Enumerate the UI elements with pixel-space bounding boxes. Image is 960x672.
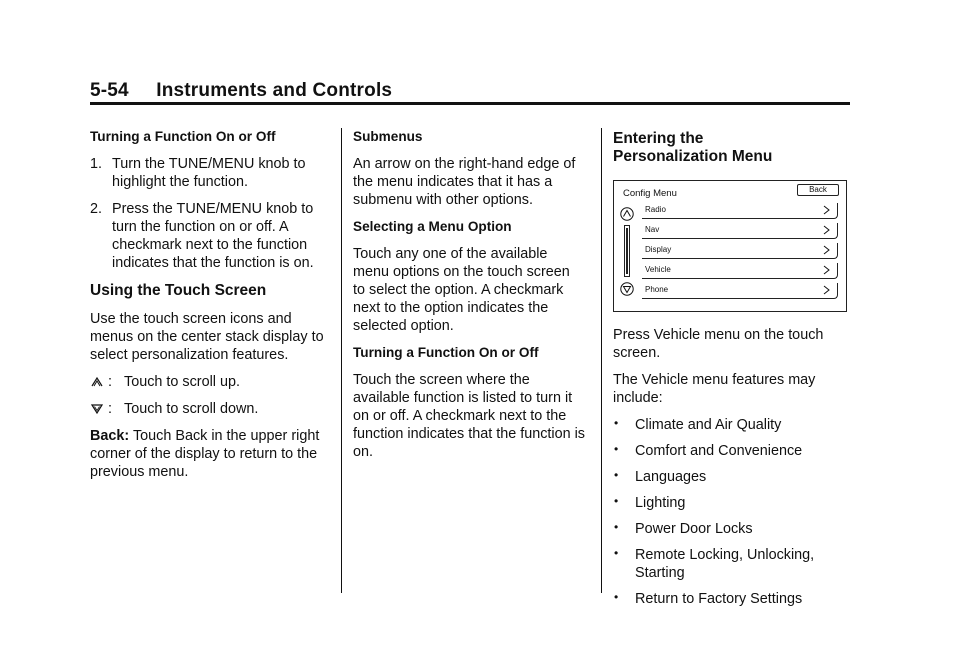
step-number: 2. [90,201,103,217]
back-text: Touch Back in the upper right corner of the display to return to the previous menu. [90,428,320,480]
back-button[interactable]: Back [797,184,839,196]
column-1 [90,128,330,490]
selecting-option-text: Touch any one of the available menu options on the touch screen to select the option. A checkmark next to the option indicates the selected option. [353,246,570,334]
scroll-up-row [90,373,330,391]
scroll-down-icon[interactable] [620,282,634,296]
turning-function-text: Touch the screen where the available function is listed to turn it on or off. A checkmark next to the function indicates that the function is on. [353,372,585,460]
menu-item-label: Radio [645,205,666,214]
menu-item-vehicle[interactable] [642,263,838,279]
scroll-down-icon [90,402,104,416]
column-divider-2 [601,128,602,593]
subhead-turning-function: Turning a Function On or Off [353,345,539,360]
bullet-icon: • [614,546,619,560]
bullet-icon: • [614,590,619,604]
back-label: Back: [90,428,130,444]
list-item: • Power Door Locks [614,520,753,537]
section-using-touch-screen: Using the Touch Screen [90,282,267,299]
list-item: • Lighting [614,494,686,511]
bullet-icon: • [614,494,619,508]
bullet-icon: • [614,520,619,534]
scroll-up-icon [90,375,104,389]
features-intro: The Vehicle menu features may include: [613,372,816,406]
list-item: • Climate and Air Quality [614,416,782,433]
column-2 [353,128,585,470]
colon: : [108,374,112,390]
subhead-submenus: Submenus [353,129,423,144]
step-number: 1. [90,156,103,172]
chevron-right-icon [821,224,831,236]
step-1 [90,155,330,191]
subhead-selecting-option: Selecting a Menu Option [353,219,512,234]
step-2 [90,200,330,272]
column-3 [613,128,853,616]
chevron-right-icon [821,284,831,296]
scroll-down-row [90,400,330,418]
step-text: Press the TUNE/MENU knob to turn the function on or off. A checkmark next to the function indicates that the function is on. [112,201,314,271]
list-item: • Return to Factory Settings [614,590,803,607]
colon: : [108,401,112,417]
config-menu-screen-figure [613,180,847,312]
list-item: • Remote Locking, Unlocking, Starting [614,546,815,581]
touch-screen-intro: Use the touch screen icons and menus on the center stack display to select personalization features. [90,311,324,363]
vehicle-menu-text: Press Vehicle menu on the touch screen. [613,327,824,361]
scroll-up-icon[interactable] [620,207,634,221]
chevron-right-icon [821,244,831,256]
menu-item-nav[interactable] [642,223,838,239]
submenus-text: An arrow on the right-hand edge of the menu indicates that it has a submenu with other options. [353,156,576,208]
menu-item-display[interactable] [642,243,838,259]
menu-item-radio[interactable] [642,203,838,219]
scroll-down-text: Touch to scroll down. [124,401,259,417]
header-rule [90,102,850,105]
menu-item-label: Phone [645,285,669,294]
menu-item-phone[interactable] [642,283,838,299]
bullet-icon: • [614,442,619,456]
column-divider-1 [341,128,342,593]
list-item: • Comfort and Convenience [614,442,803,459]
chevron-right-icon [821,264,831,276]
scroll-up-text: Touch to scroll up. [124,374,240,390]
scrollbar[interactable] [624,225,630,277]
section-entering-personalization: Entering the Personalization Menu [613,130,773,165]
bullet-icon: • [614,468,619,482]
menu-item-label: Vehicle [645,265,671,274]
list-item: • Languages [614,468,707,485]
back-description [90,427,330,481]
bullet-icon: • [614,416,619,430]
page-title: 5-54 Instruments and Controls [90,80,393,101]
screen-title: Config Menu [623,188,677,199]
step-text: Turn the TUNE/MENU knob to highlight the function. [112,156,306,190]
chevron-right-icon [821,204,831,216]
menu-item-label: Display [645,245,672,254]
menu-item-label: Nav [645,225,660,234]
subhead-turning-function: Turning a Function On or Off [90,129,276,144]
